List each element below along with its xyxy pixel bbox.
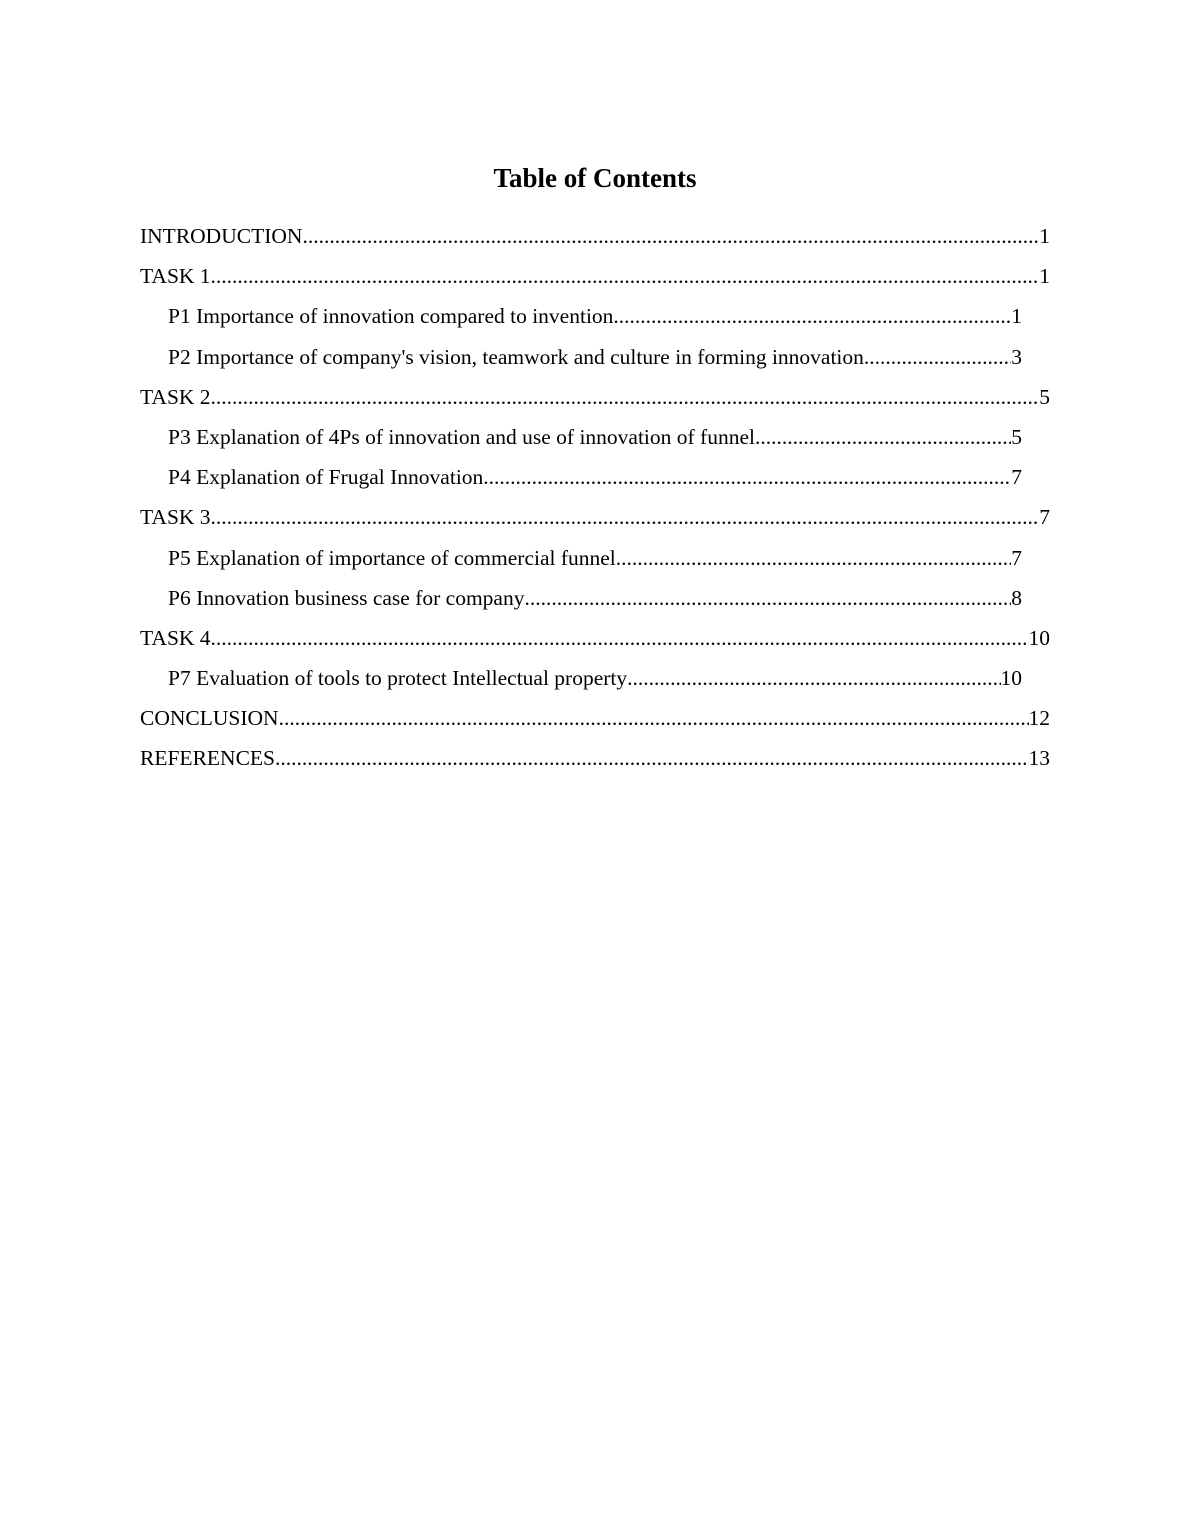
toc-entry-p1[interactable] xyxy=(168,300,1022,340)
toc-entry-p3[interactable] xyxy=(168,421,1022,461)
toc-entry-text[interactable]: REFERENCES xyxy=(140,746,275,771)
toc-page-number: 1 xyxy=(1039,224,1050,248)
toc-leader-dots xyxy=(302,220,1039,252)
toc-page-number: 7 xyxy=(1039,505,1050,530)
toc-entry-task-2[interactable] xyxy=(140,381,1050,421)
toc-entry-task-1[interactable] xyxy=(140,260,1050,300)
toc-entry-text[interactable]: P4 Explanation of Frugal Innovation xyxy=(168,465,484,490)
toc-entry-references[interactable] xyxy=(140,742,1050,782)
toc-page-number: 3 xyxy=(1011,344,1022,369)
toc-entry-text[interactable]: INTRODUCTION xyxy=(140,224,303,248)
toc-entry-task-3[interactable] xyxy=(140,501,1050,541)
toc-entry-text[interactable]: P5 Explanation of importance of commercial funnel xyxy=(168,545,616,570)
toc-leader-dots xyxy=(211,622,1029,654)
toc-leader-dots xyxy=(755,421,1011,453)
toc-leader-dots xyxy=(627,662,1000,694)
toc-leader-dots xyxy=(275,742,1029,774)
toc-leader-dots xyxy=(613,300,1011,332)
toc-entry-text[interactable]: CONCLUSION xyxy=(140,706,279,731)
toc-entry-text[interactable]: TASK 1 xyxy=(140,264,211,289)
toc-entry-text[interactable]: P7 Evaluation of tools to protect Intellectual property xyxy=(168,666,628,691)
toc-entry-text[interactable]: P6 Innovation business case for company xyxy=(168,585,525,610)
toc-list xyxy=(0,220,1190,783)
toc-entry-text[interactable]: TASK 4 xyxy=(140,625,211,650)
toc-entry-conclusion[interactable] xyxy=(140,702,1050,742)
toc-leader-dots xyxy=(211,381,1040,413)
toc-entry-text[interactable]: P2 Importance of company's vision, teamwork and culture in forming innovation xyxy=(168,344,864,369)
toc-page-number: 7 xyxy=(1011,545,1022,570)
toc-page-number: 12 xyxy=(1028,706,1050,731)
toc-page-number: 13 xyxy=(1028,746,1050,771)
toc-page-number: 7 xyxy=(1011,465,1022,490)
toc-leader-dots xyxy=(616,542,1011,574)
toc-entry-text[interactable]: TASK 3 xyxy=(140,505,211,530)
toc-page-number: 1 xyxy=(1039,264,1050,289)
toc-page-number: 5 xyxy=(1011,424,1022,449)
toc-page-number: 1 xyxy=(1011,304,1022,329)
toc-entry-p4[interactable] xyxy=(168,461,1022,501)
toc-entry-p5[interactable] xyxy=(168,542,1022,582)
toc-leader-dots xyxy=(211,260,1040,292)
toc-entry-text[interactable]: TASK 2 xyxy=(140,384,211,409)
toc-leader-dots xyxy=(279,702,1029,734)
toc-entry-task-4[interactable] xyxy=(140,622,1050,662)
toc-entry-text[interactable]: P3 Explanation of 4Ps of innovation and use of innovation of funnel xyxy=(168,424,755,449)
toc-page-number: 5 xyxy=(1039,384,1050,409)
toc-leader-dots xyxy=(211,501,1040,533)
toc-entry-p7[interactable] xyxy=(168,662,1022,702)
toc-leader-dots xyxy=(864,341,1011,373)
toc-entry-p6[interactable] xyxy=(168,582,1022,622)
toc-entry-p2[interactable] xyxy=(168,341,1022,381)
toc-leader-dots xyxy=(524,582,1011,614)
toc-entry-introduction[interactable] xyxy=(140,220,1050,260)
toc-leader-dots xyxy=(483,461,1011,493)
toc-title: Table of Contents xyxy=(493,163,697,193)
toc-entry-text[interactable]: P1 Importance of innovation compared to invention xyxy=(168,304,614,329)
toc-page-number: 10 xyxy=(1000,666,1022,691)
toc-page-number: 10 xyxy=(1028,625,1050,650)
toc-page-number: 8 xyxy=(1011,585,1022,610)
